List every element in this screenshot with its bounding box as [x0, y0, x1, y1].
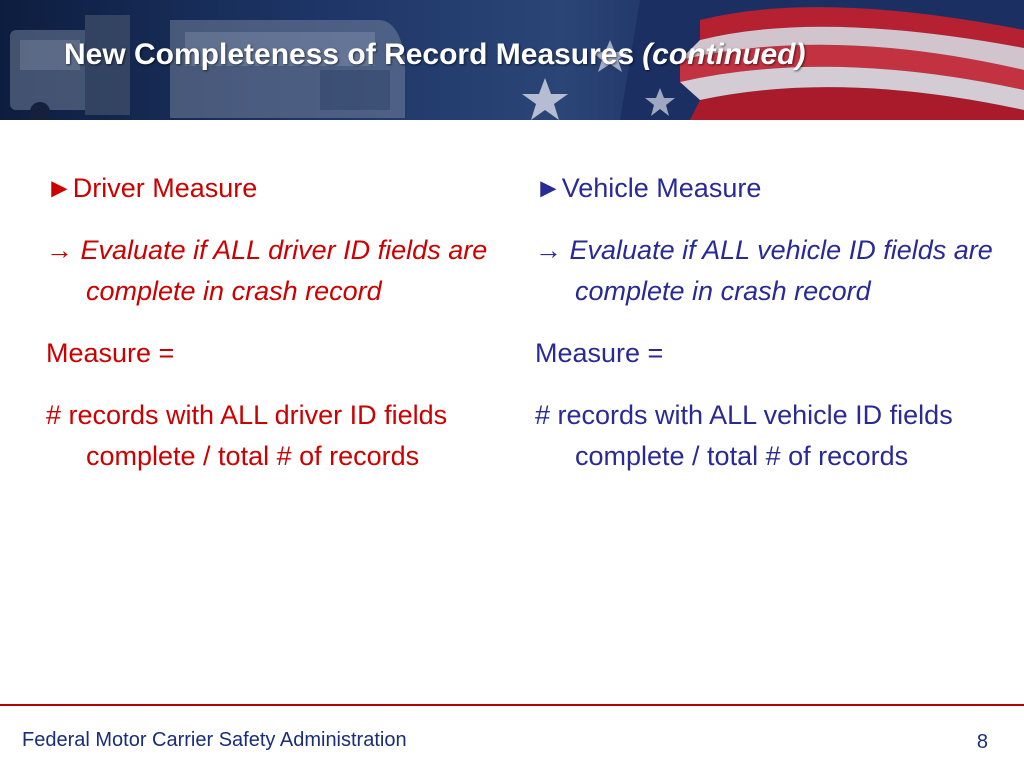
page-number: 8 — [976, 731, 988, 753]
driver-measure-formula: # records with ALL driver ID fields complete / total # of records — [46, 400, 448, 471]
vehicle-measure-label: Measure = — [535, 338, 664, 368]
vehicle-measure-heading-text: Vehicle Measure — [561, 173, 762, 203]
driver-evaluate-content: Evaluate if ALL driver ID fields are complete in crash record — [80, 235, 488, 306]
driver-measure-column — [46, 168, 506, 477]
driver-measure-label: Measure = — [46, 338, 175, 368]
vehicle-evaluate-content: Evaluate if ALL vehicle ID fields are complete in crash record — [569, 235, 993, 306]
header-banner — [0, 0, 1024, 120]
vehicle-measure-formula: # records with ALL vehicle ID fields complete / total # of records — [535, 400, 953, 471]
vehicle-evaluate-text — [535, 230, 995, 312]
slide-title-suffix: (continued) — [642, 38, 806, 71]
driver-evaluate-text — [46, 230, 506, 312]
slide-title-text: New Completeness of Record Measures — [64, 38, 635, 71]
vehicle-measure-column — [535, 168, 995, 477]
slide-title — [64, 38, 806, 72]
vehicle-measure-heading — [535, 168, 995, 209]
bullet-triangle-icon: ► — [46, 173, 73, 203]
bullet-triangle-icon: ► — [535, 173, 562, 203]
arrow-right-icon: → — [535, 235, 562, 265]
driver-measure-heading-text: Driver Measure — [72, 173, 258, 203]
footer-organization: Federal Motor Carrier Safety Administration — [22, 729, 407, 751]
arrow-right-icon: → — [46, 235, 73, 265]
driver-measure-heading — [46, 168, 506, 209]
footer-divider — [0, 704, 1024, 706]
